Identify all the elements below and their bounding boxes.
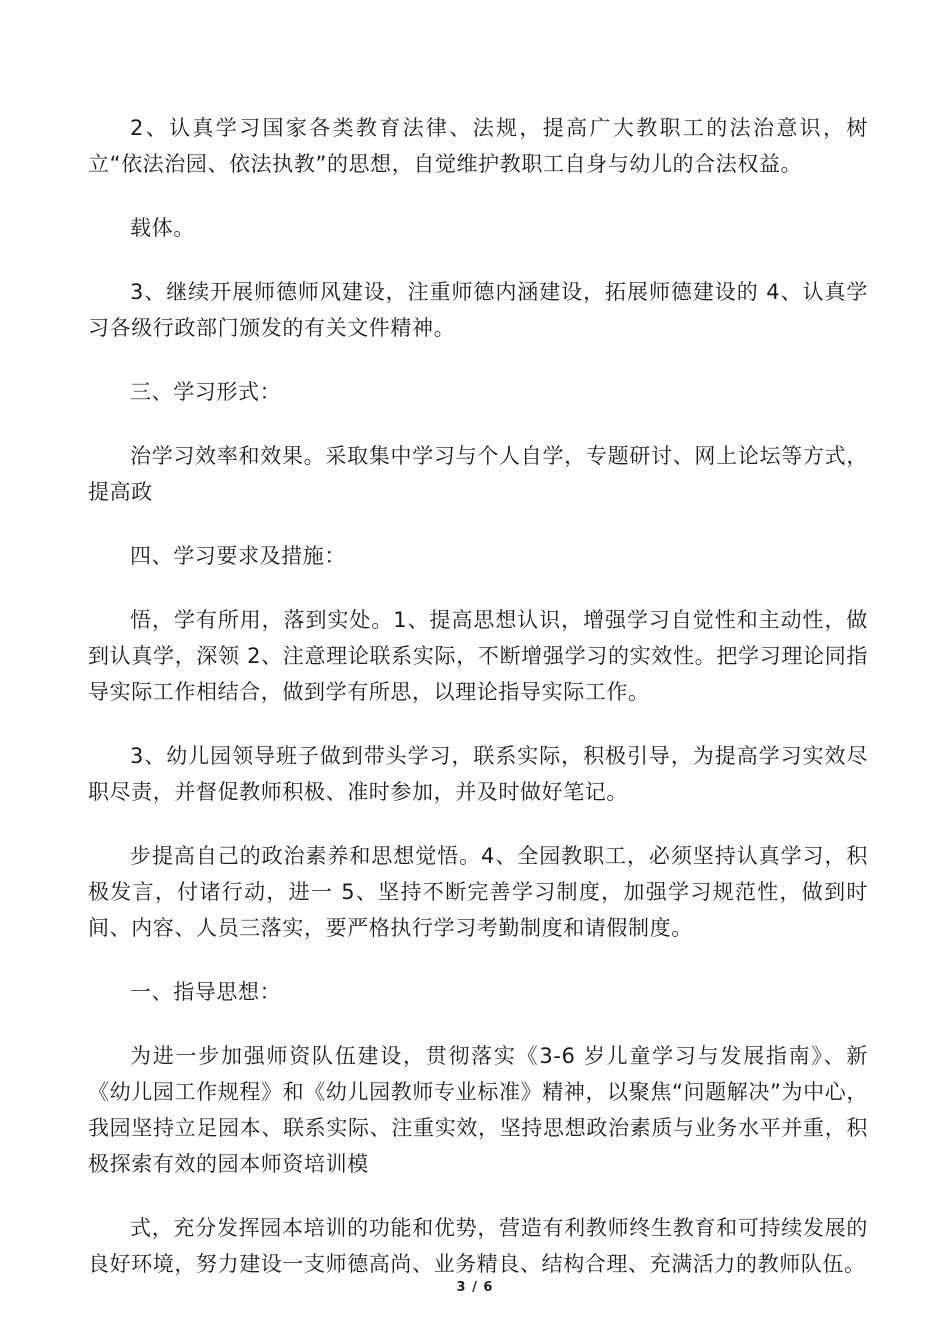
section-heading-requirements: 四、学习要求及措施：: [130, 544, 346, 568]
document-body: [88, 110, 868, 1310]
paragraph-2: 载体。: [130, 216, 195, 240]
paragraph-1: 2、认真学习国家各类教育法律、法规，提高广大教职工的法治意识，树立“依法治园、依法执教”的思想，自觉维护教职工自身与幼儿的合法权益。: [88, 116, 868, 176]
section-heading-guiding-idea: 一、指导思想：: [130, 980, 282, 1004]
paragraph-9: 步提高自己的政治素养和思想觉悟。4、全园教职工，必须坚持认真学习，积极发言，付诸行动，进一 5、坚持不断完善学习制度，加强学习规范性，做到时间、内容、人员三落实，要严格执行学习考勤制度和请假制度。: [88, 844, 868, 940]
page-number: 3 / 6: [456, 1280, 494, 1295]
paragraph-7: 悟，学有所用，落到实处。1、提高思想认识，增强学习自觉性和主动性，做到认真学，深领 2、注意理论联系实际，不断增强学习的实效性。把学习理论同指导实际工作相结合，做到学有所思，以理论指导实际工作。: [88, 608, 868, 704]
paragraph-11: 为进一步加强师资队伍建设，贯彻落实《3-6 岁儿童学习与发展指南》、新《幼儿园工作规程》和《幼儿园教师专业标准》精神，以聚焦“问题解决”为中心，我园坚持立足园本、联系实际、注重实效，坚持思想政治素质与业务水平并重，积极探索有效的园本师资培训模: [88, 1044, 868, 1176]
paragraph-8: 3、幼儿园领导班子做到带头学习，联系实际，积极引导，为提高学习实效尽职尽责，并督促教师积极、准时参加，并及时做好笔记。: [88, 744, 868, 804]
section-heading-learning-form: 三、学习形式：: [130, 380, 282, 404]
paragraph-5: 治学习效率和效果。采取集中学习与个人自学，专题研讨、网上论坛等方式，提高政: [88, 444, 868, 504]
paragraph-12: 式，充分发挥园本培训的功能和优势，营造有利教师终生教育和可持续发展的良好环境，努力建设一支师德高尚、业务精良、结构合理、充满活力的教师队伍。: [88, 1216, 868, 1276]
paragraph-3: 3、继续开展师德师风建设，注重师德内涵建设，拓展师德建设的 4、认真学习各级行政部门颁发的有关文件精神。: [88, 280, 868, 340]
